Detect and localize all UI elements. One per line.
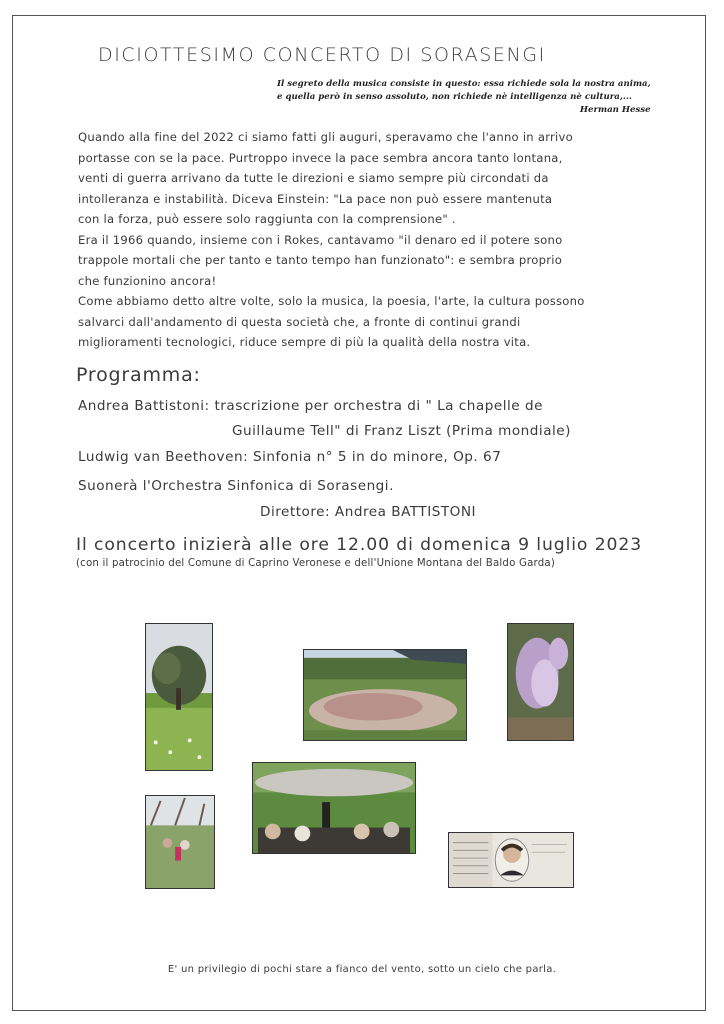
page-title: DICIOTTESIMO CONCERTO DI SORASENGI: [98, 44, 546, 66]
photo-lilac-flowers: [507, 623, 574, 741]
photo-audience-hillside: [303, 649, 467, 741]
intro-line: Quando alla fine del 2022 ci siamo fatti gli auguri, speravamo che l'anno in arrivo: [78, 130, 573, 144]
program-item-1-continued: Guillaume Tell" di Franz Liszt (Prima mondiale): [232, 423, 571, 439]
epigraph: [277, 78, 651, 117]
epigraph-line-1: Il segreto della musica consiste in questo: essa richiede sola la nostra anima,: [277, 79, 651, 89]
intro-line: intolleranza e instabilità. Diceva Einstein: "La pace non può essere mantenuta: [78, 191, 553, 206]
concert-time: Il concerto inizierà alle ore 12.00 di domenica 9 luglio 2023: [76, 535, 643, 555]
intro-line: trappole mortali che per tanto e tanto tempo han funzionato": e sembra proprio: [78, 253, 563, 267]
photo-beethoven-score: [448, 832, 574, 888]
intro-line: salvarci dall'andamento di questa società che, a fronte di continui grandi: [78, 314, 521, 329]
epigraph-line-2: e quella però in senso assoluto, non richiede nè intelligenza nè cultura,...: [277, 92, 632, 102]
intro-line: portasse con se la pace. Purtroppo invece la pace sembra ancora tanto lontana,: [78, 150, 563, 165]
photo-musicians-meadow: [145, 795, 215, 889]
program-item-1: Andrea Battistoni: trascrizione per orchestra di " La chapelle de: [78, 398, 543, 414]
intro-line: miglioramenti tecnologici, riduce sempre di più la qualità della nostra vita.: [78, 335, 531, 349]
footer-quote: E' un privilegio di pochi stare a fianco del vento, sotto un cielo che parla.: [167, 964, 557, 975]
photo-tree-meadow: [145, 623, 213, 771]
program-heading: Programma:: [76, 364, 201, 386]
intro-line: che funzionino ancora!: [78, 273, 217, 288]
epigraph-author: Herman Hesse: [579, 105, 651, 115]
program-director: Direttore: Andrea BATTISTONI: [260, 504, 477, 520]
program-orchestra: Suonerà l'Orchestra Sinfonica di Sorasengi.: [78, 478, 394, 494]
intro-line: venti di guerra arrivano da tutte le direzioni e siamo sempre più circondati da: [78, 171, 549, 185]
intro-text: [78, 127, 585, 353]
patronage-note: (con il patrocinio del Comune di Caprino Veronese e dell'Unione Montana del Baldo Garda): [76, 558, 556, 569]
intro-line: con la forza, può essere solo raggiunta con la comprensione" .: [78, 212, 456, 226]
program-item-2: Ludwig van Beethoven: Sinfonia n° 5 in do minore, Op. 67: [78, 449, 502, 465]
intro-line: Era il 1966 quando, insieme con i Rokes, cantavamo "il denaro ed il potere sono: [78, 232, 563, 247]
photo-orchestra-performance: [252, 762, 416, 854]
intro-line: Come abbiamo detto altre volte, solo la musica, la poesia, l'arte, la cultura possono: [78, 294, 585, 308]
